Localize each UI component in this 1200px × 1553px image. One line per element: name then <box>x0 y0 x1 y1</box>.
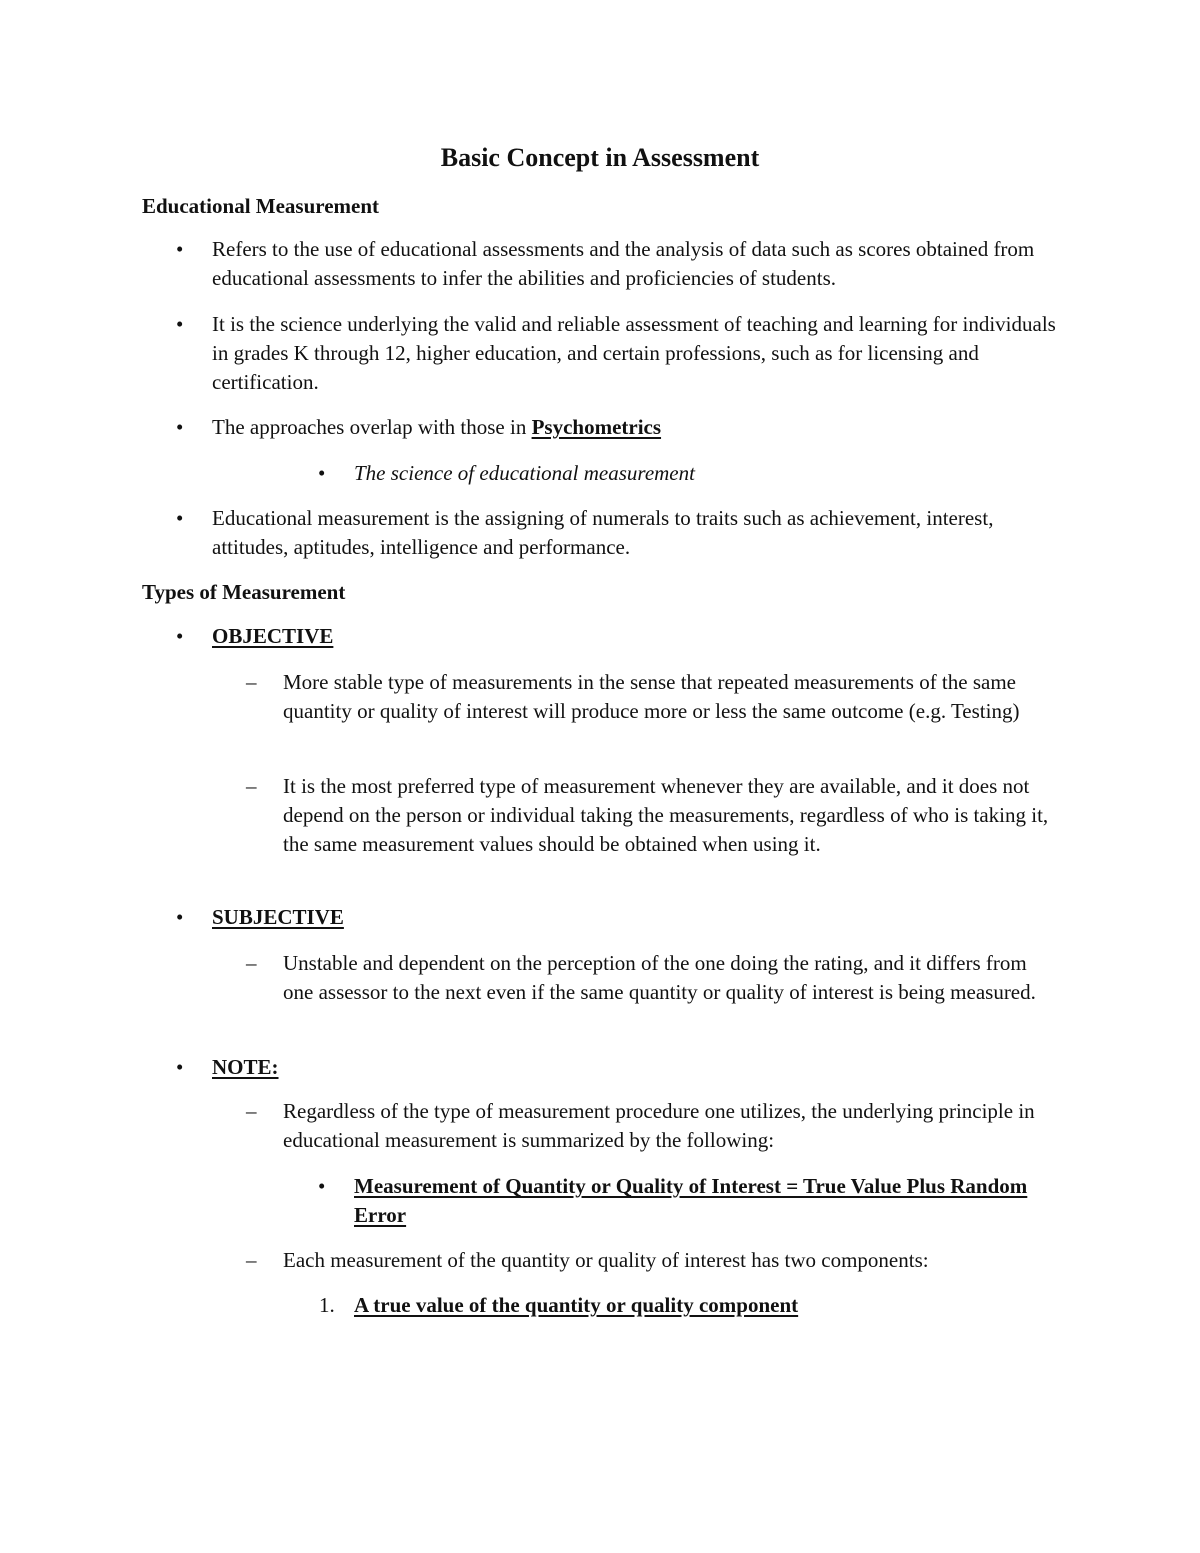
list-item-text: The approaches overlap with those in <box>212 415 532 439</box>
list-item: Refers to the use of educational assessments and the analysis of data such as scores obtained from educational assessments to infer the abilities and proficiencies of students. <box>212 237 1035 290</box>
section-heading-educational-measurement: Educational Measurement <box>142 194 380 218</box>
list-item <box>212 413 1062 442</box>
dash-marker: – <box>246 1248 257 1272</box>
note-label: NOTE: <box>212 1055 279 1079</box>
measurement-formula: Measurement of Quantity or Quality of Interest = True Value Plus Random Error <box>354 1174 1028 1227</box>
dash-marker: – <box>246 951 257 975</box>
bullet-marker: • <box>176 237 184 261</box>
list-item: Educational measurement is the assigning of numerals to traits such as achievement, interest, attitudes, aptitudes, intelligence and performance. <box>212 506 994 559</box>
list-item: It is the science underlying the valid and reliable assessment of teaching and learning for individuals in grades K through 12, higher education, and certain professions, such as for licensing and certification. <box>212 312 1056 394</box>
dash-marker: – <box>246 670 257 694</box>
bullet-marker: • <box>176 624 184 648</box>
numbered-marker: 1. <box>319 1293 335 1317</box>
bullet-marker: • <box>318 461 326 485</box>
section-heading-types-of-measurement: Types of Measurement <box>142 580 346 604</box>
dash-marker: – <box>246 1099 257 1123</box>
bullet-marker: • <box>176 905 184 929</box>
bullet-marker: • <box>176 1055 184 1079</box>
dash-marker: – <box>246 774 257 798</box>
note-point: Regardless of the type of measurement procedure one utilizes, the underlying principle in educational measurement is summarized by the following: <box>283 1099 1035 1152</box>
bullet-marker: • <box>176 506 184 530</box>
objective-label: OBJECTIVE <box>212 624 334 648</box>
component-item: A true value of the quantity or quality component <box>354 1293 799 1317</box>
bullet-marker: • <box>176 415 184 439</box>
bullet-marker: • <box>176 312 184 336</box>
psychometrics-emphasis: Psychometrics <box>531 415 662 439</box>
note-point: Each measurement of the quantity or quality of interest has two components: <box>283 1248 929 1272</box>
bullet-marker: • <box>318 1174 326 1198</box>
page-title: Basic Concept in Assessment <box>440 143 760 172</box>
subjective-label: SUBJECTIVE <box>212 905 344 929</box>
objective-point: More stable type of measurements in the sense that repeated measurements of the same quantity or quality of interest will produce more or less the same outcome (e.g. Testing) <box>283 670 1020 723</box>
subjective-point: Unstable and dependent on the perception of the one doing the rating, and it differs from one assessor to the next even if the same quantity or quality of interest is being measured. <box>283 951 1036 1004</box>
objective-point: It is the most preferred type of measurement whenever they are available, and it does not depend on the person or individual taking the measurements, regardless of who is taking it, the same measurement values should be obtained when using it. <box>283 774 1049 856</box>
sub-list-item: The science of educational measurement <box>354 461 695 485</box>
